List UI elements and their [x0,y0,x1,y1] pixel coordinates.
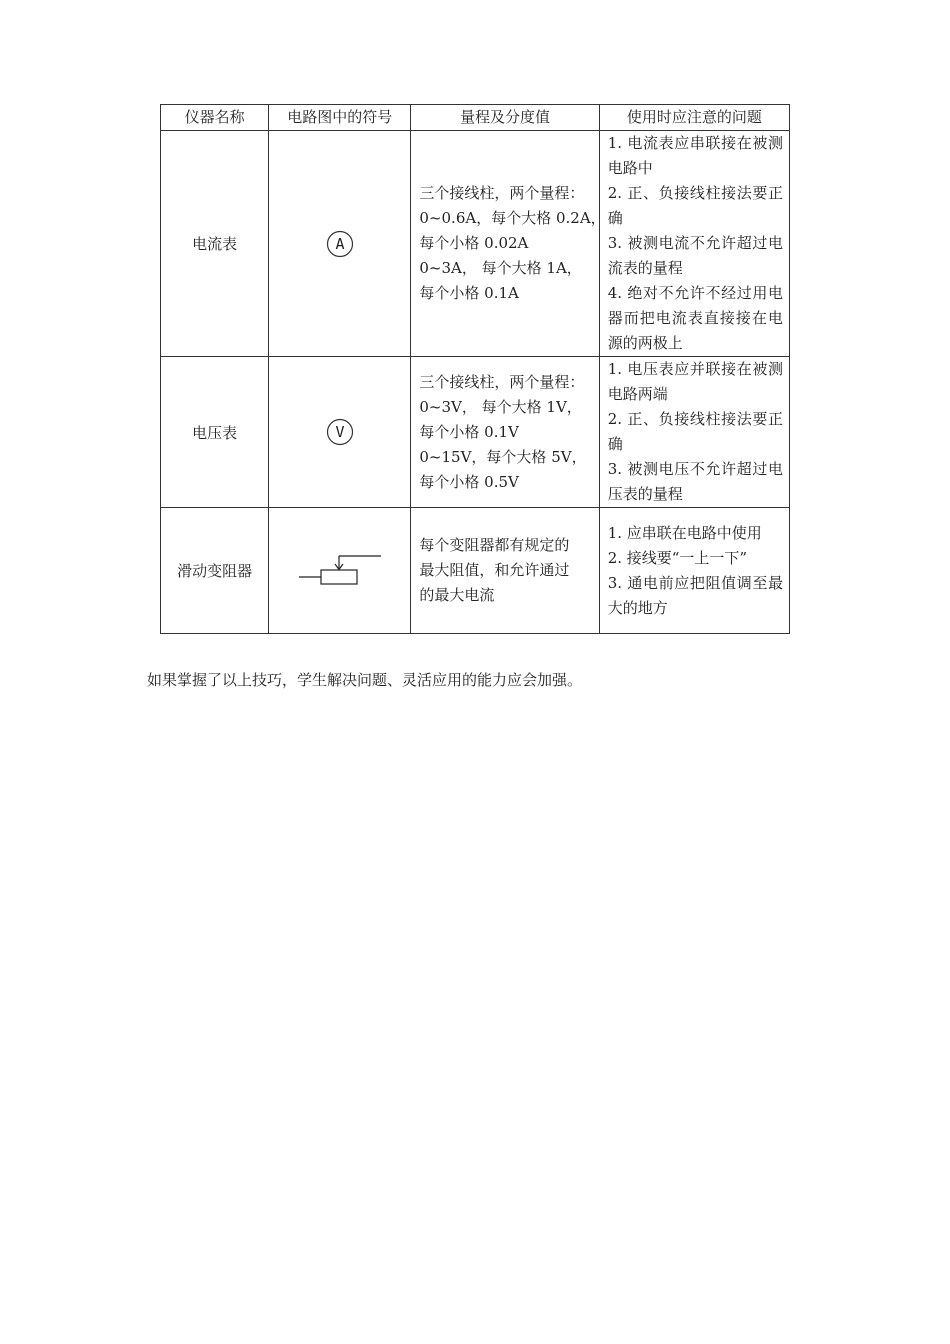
note-item: 1. 电流表应串联接在被测电路中 [607,134,783,177]
note-item: 2. 正、负接线柱接法要正确 [607,184,783,227]
header-instrument-name: 仪器名称 [161,105,269,131]
ammeter-symbol-letter: A [335,234,345,253]
notes-cell [599,508,789,634]
note-item: 1. 电压表应并联接在被测电路两端 [607,360,783,403]
instrument-name: 电压表 [161,357,269,508]
rheostat-symbol-icon [297,553,383,589]
symbol-cell [269,508,411,634]
instrument-name: 电流表 [161,131,269,357]
range-line: 每个小格 0.5V [419,472,519,491]
table-header-row [161,105,790,131]
symbol-cell [269,131,411,357]
range-line: 每个变阻器都有规定的 [419,536,570,554]
voltmeter-symbol-letter: V [335,423,345,441]
note-item: 2. 接线要“一上一下” [607,548,748,567]
footer-paragraph: 如果掌握了以上技巧，学生解决问题、灵活应用的能力应会加强。 [147,671,583,689]
table-row-voltmeter [161,357,790,508]
header-usage-notes: 使用时应注意的问题 [599,105,789,131]
notes-cell [599,357,789,508]
note-item: 3. 被测电压不允许超过电压表的量程 [607,460,783,503]
instrument-table [160,104,790,634]
range-cell [411,131,606,357]
table-row-ammeter [161,131,790,357]
range-line: 三个接线柱，两个量程： [419,184,585,202]
range-line: 最大阻值，和允许通过 [419,561,570,579]
range-line: 0~15V，每个大格 5V， [419,447,587,466]
symbol-cell [269,357,411,508]
range-line: 的最大电流 [419,586,495,604]
note-item: 4. 绝对不允许不经过用电器而把电流表直接接在电源的两极上 [607,284,783,352]
range-line: 0~3V， 每个大格 1V， [419,397,582,416]
ammeter-symbol-icon [325,229,355,259]
note-item: 3. 被测电流不允许超过电流表的量程 [607,234,783,277]
instrument-name: 滑动变阻器 [161,508,269,634]
range-line: 0~0.6A，每个大格 0.2A， [419,209,606,227]
voltmeter-symbol-icon [325,417,355,447]
range-line: 0~3A， 每个大格 1A， [419,259,582,277]
range-line: 每个小格 0.1V [419,422,519,441]
note-item: 1. 应串联在电路中使用 [607,523,762,542]
range-line: 每个小格 0.02A [419,234,529,252]
range-line: 每个小格 0.1A [419,284,519,302]
header-circuit-symbol: 电路图中的符号 [269,105,411,131]
range-line: 三个接线柱，两个量程： [419,372,585,391]
table-row-rheostat [161,508,790,634]
range-cell [411,508,599,634]
header-range-division: 量程及分度值 [411,105,599,131]
notes-cell [599,131,789,357]
range-cell [411,357,599,508]
note-item: 3. 通电前应把阻值调至最大的地方 [607,573,783,617]
note-item: 2. 正、负接线柱接法要正确 [607,410,783,453]
